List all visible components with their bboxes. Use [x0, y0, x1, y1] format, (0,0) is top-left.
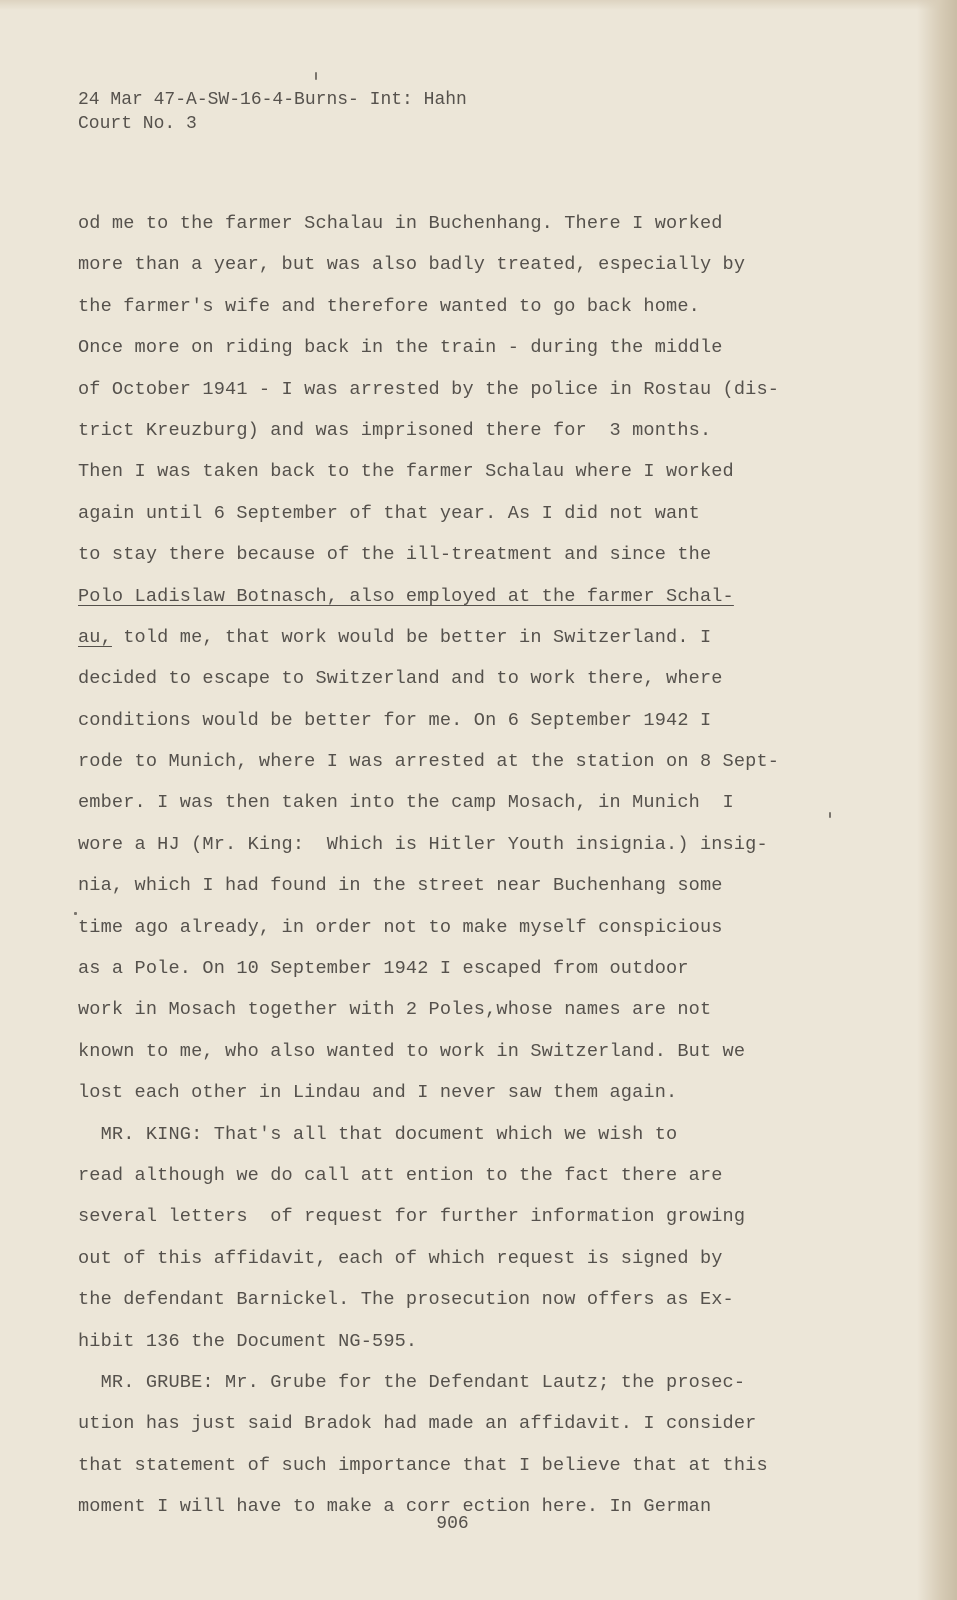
page-number: 906: [436, 1514, 469, 1534]
text-line: moment I will have to make a corr ection here. In German: [78, 1496, 712, 1518]
text-line: Once more on riding back in the train - during the middle: [78, 337, 723, 359]
underlined-name-phrase: Polo Ladislaw Botnasch, also employed at the farmer Schal-: [78, 585, 734, 607]
text-line: known to me, who also wanted to work in Switzerland. But we: [78, 1040, 746, 1062]
text-line: work in Mosach together with 2 Poles,whose names are not: [78, 999, 712, 1021]
text-line: the defendant Barnickel. The prosecution now offers as Ex-: [78, 1289, 734, 1311]
header-reference-line: 24 Mar 47-A-SW-16-4-Burns- Int: Hahn: [78, 90, 467, 110]
text-line: trict Kreuzburg) and was imprisoned there for 3 months.: [78, 419, 712, 441]
transcript-body: [78, 209, 878, 1534]
underlined-fragment: au,: [78, 626, 112, 648]
text-line: rode to Munich, where I was arrested at the station on 8 Sept-: [78, 751, 780, 773]
text-line: that statement of such importance that I believe that at this: [78, 1454, 768, 1476]
text-line: wore a HJ (Mr. King: Which is Hitler Youth insignia.) insig-: [78, 833, 768, 855]
text-line: the farmer's wife and therefore wanted to go back home.: [78, 295, 700, 317]
text-line: of October 1941 - I was arrested by the police in Rostau (dis-: [78, 378, 780, 400]
text-line: out of this affidavit, each of which request is signed by: [78, 1247, 723, 1269]
text-line: again until 6 September of that year. As I did not want: [78, 502, 700, 524]
page-top-edge: [0, 0, 957, 10]
page-right-edge: [917, 0, 957, 1600]
document-header: [78, 88, 778, 136]
scan-speck: [829, 812, 831, 818]
text-line: read although we do call att ention to the fact there are: [78, 1164, 723, 1186]
text-line: ution has just said Bradok had made an affidavit. I consider: [78, 1413, 757, 1435]
text-line: conditions would be better for me. On 6 September 1942 I: [78, 709, 712, 731]
text-line: more than a year, but was also badly treated, especially by: [78, 254, 746, 276]
scan-speck: [74, 912, 77, 915]
text-line-underlined: [78, 582, 878, 623]
text-line: decided to escape to Switzerland and to work there, where: [78, 668, 723, 690]
text-line: several letters of request for further information growing: [78, 1206, 746, 1228]
text-line: lost each other in Lindau and I never saw them again.: [78, 1082, 678, 1104]
text-line: hibit 136 the Document NG-595.: [78, 1330, 418, 1352]
text-line: time ago already, in order not to make myself conspicious: [78, 916, 723, 938]
text-line: MR. KING: That's all that document which we wish to: [78, 1123, 678, 1145]
text-line: nia, which I had found in the street near Buchenhang some: [78, 875, 723, 897]
line-remainder: told me, that work would be better in Switzerland. I: [111, 626, 712, 648]
text-line: Then I was taken back to the farmer Schalau where I worked: [78, 461, 734, 483]
header-court-line: Court No. 3: [78, 114, 197, 134]
text-line: od me to the farmer Schalau in Buchenhang. There I worked: [78, 213, 723, 234]
text-line: to stay there because of the ill-treatment and since the: [78, 544, 712, 566]
scan-speck: [315, 72, 317, 80]
text-line: [78, 623, 878, 664]
text-line: as a Pole. On 10 September 1942 I escaped from outdoor: [78, 958, 689, 980]
text-line: MR. GRUBE: Mr. Grube for the Defendant Lautz; the prosec-: [78, 1371, 746, 1393]
text-line: ember. I was then taken into the camp Mosach, in Munich I: [78, 792, 734, 814]
